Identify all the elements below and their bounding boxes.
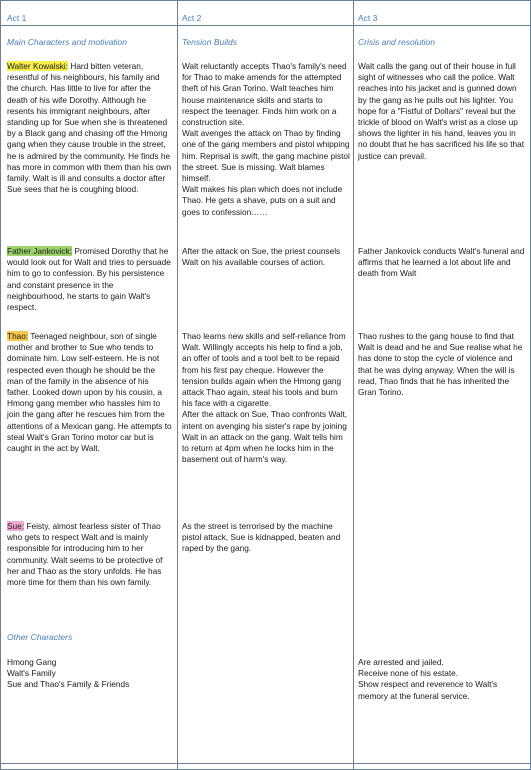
father-act3-text: Father Jankovick conducts Walt's funeral and affirms that he learned a lot about life and death from Walt <box>358 246 525 279</box>
other-act3-item: Are arrested and jailed. <box>358 657 444 667</box>
other-character-item: Sue and Thao's Family & Friends <box>7 679 130 690</box>
thao-name-label: Thao: <box>7 331 29 341</box>
act1-subheader: Main Characters and motivation <box>7 37 128 47</box>
father-act2-text: After the attack on Sue, the priest counsels Walt on his available courses of action. <box>182 246 341 268</box>
other-act3-item: Show respect and reverence to Walt's memory at the funeral service. <box>358 679 498 701</box>
other-act3-item: Receive none of his estate. <box>358 668 459 679</box>
other-characters-list <box>7 657 175 691</box>
walter-description <box>7 61 173 195</box>
act2-subheader: Tension Builds <box>182 37 237 47</box>
thao-description <box>7 331 173 454</box>
sue-description <box>7 521 173 588</box>
father-description <box>7 246 173 313</box>
other-characters-act3-list <box>358 657 526 702</box>
sue-act2-text: As the street is terrorised by the machine pistol attack, Sue is kidnapped, beaten and raped by the gang. <box>182 521 341 554</box>
walter-act3-text: Walt calls the gang out of their house in full sight of witnesses who call the police. Walt reaches into his jacket and is gunned down by the gang as he pulls out his lighter. You hope for a "Fistful of Dollars" reveal but the trickle of blood on Walt's wrist as a close up shows the lighter in his hand, leaves you in no doubt that he has sacrificed his life so that justice can prevail. <box>358 61 525 161</box>
column-divider <box>177 1 178 769</box>
father-text: Promised Dorothy that he would look out for Walt and tries to persuade him to go to confession. By his persistence and constant presence in the neighbourhood, he starts to gain Walt's respect. <box>7 246 171 313</box>
row-divider <box>1 25 530 26</box>
other-characters-title: Other Characters <box>7 632 73 642</box>
other-character-item: Walt's Family <box>7 668 56 679</box>
act3-header: Act 3 <box>358 13 378 23</box>
sue-name-label: Sue: <box>7 521 25 531</box>
act2-header: Act 2 <box>182 13 202 23</box>
walter-act2-text: Walt reluctantly accepts Thao's family's need for Thao to make amends for the attempted theft of his Gran Torino. Walt teaches him house maintenance skills and starts to respect the teenager. Finds him work on a construction site. Walt avenges the attack on Thao by finding one of the gang members and pistol whipping him. Reprisal is swift, the gang machine pistol the street. Sue is missing. Walt blames himself. Walt makes his plan which does not include Thao. He gets a shave, puts on a suit and goes to confession…… <box>182 61 350 217</box>
column-divider <box>353 1 354 769</box>
thao-act2-text: Thao learns new skills and self-reliance from Walt. Willingly accepts his help to find a job, an offer of tools and a tool belt to be repaid from his first pay cheque. However the tension builds again when the Hmong gang attack Thao again, steal his tools and burn his face with a cigarette. After the attack on Sue, Thao confronts Walt, intent on avenging his sister's rape by joining Walt in an attack on the gang. Walt tells him to return at 4pm when he locks him in the basement out of harm's way. <box>182 331 348 465</box>
father-name-label: Father Jankovick: <box>7 246 73 256</box>
row-divider <box>1 763 530 764</box>
thao-text: Teenaged neighbour, son of single mother and brother to Sue who tends to dominate him. Low self-esteem. He is not respected even though he should be the man of the family in the absence of his father. Looked down upon by his cousin, a Hmong gang member who hassles him to join the gang after he rescues him from the attentions of a Mexican gang. He attempts to steal Walt's Gran Torino motor car but is caught in the act by Walt. <box>7 331 172 454</box>
other-character-item: Hmong Gang <box>7 657 57 667</box>
walter-text: Hard bitten veteran, resentful of his neighbours, his family and the church. Has little to live for after the death of his wife Dorothy. Although he resents his immigrant neighbours, after standing up for Sue when she is threatened by a Black gang and chasing off the Hmong gang when they cause trouble in the street, he is admired by the community. He finds he has more in common with them than his own family. Walt is ill and consults a doctor after Sue sees that he is coughing blood. <box>7 61 172 195</box>
sue-text: Feisty, almost fearless sister of Thao who gets to respect Walt and is mainly responsible for introducing him to her community. Walt seems to be protective of her and Thao as the story unfolds. He has more time for them than his own family. <box>7 521 163 588</box>
walter-name-label: Walter Kowalski: <box>7 61 69 71</box>
thao-act3-text: Thao rushes to the gang house to find that Walt is dead and he and Sue realise what he has done to stop the cycle of violence and that he was dying anyway. When the will is read, Thao finds that he has inherited the Gran Torino. <box>358 331 523 398</box>
act1-header: Act 1 <box>7 13 27 23</box>
act3-subheader: Crisis and resolution <box>358 37 436 47</box>
